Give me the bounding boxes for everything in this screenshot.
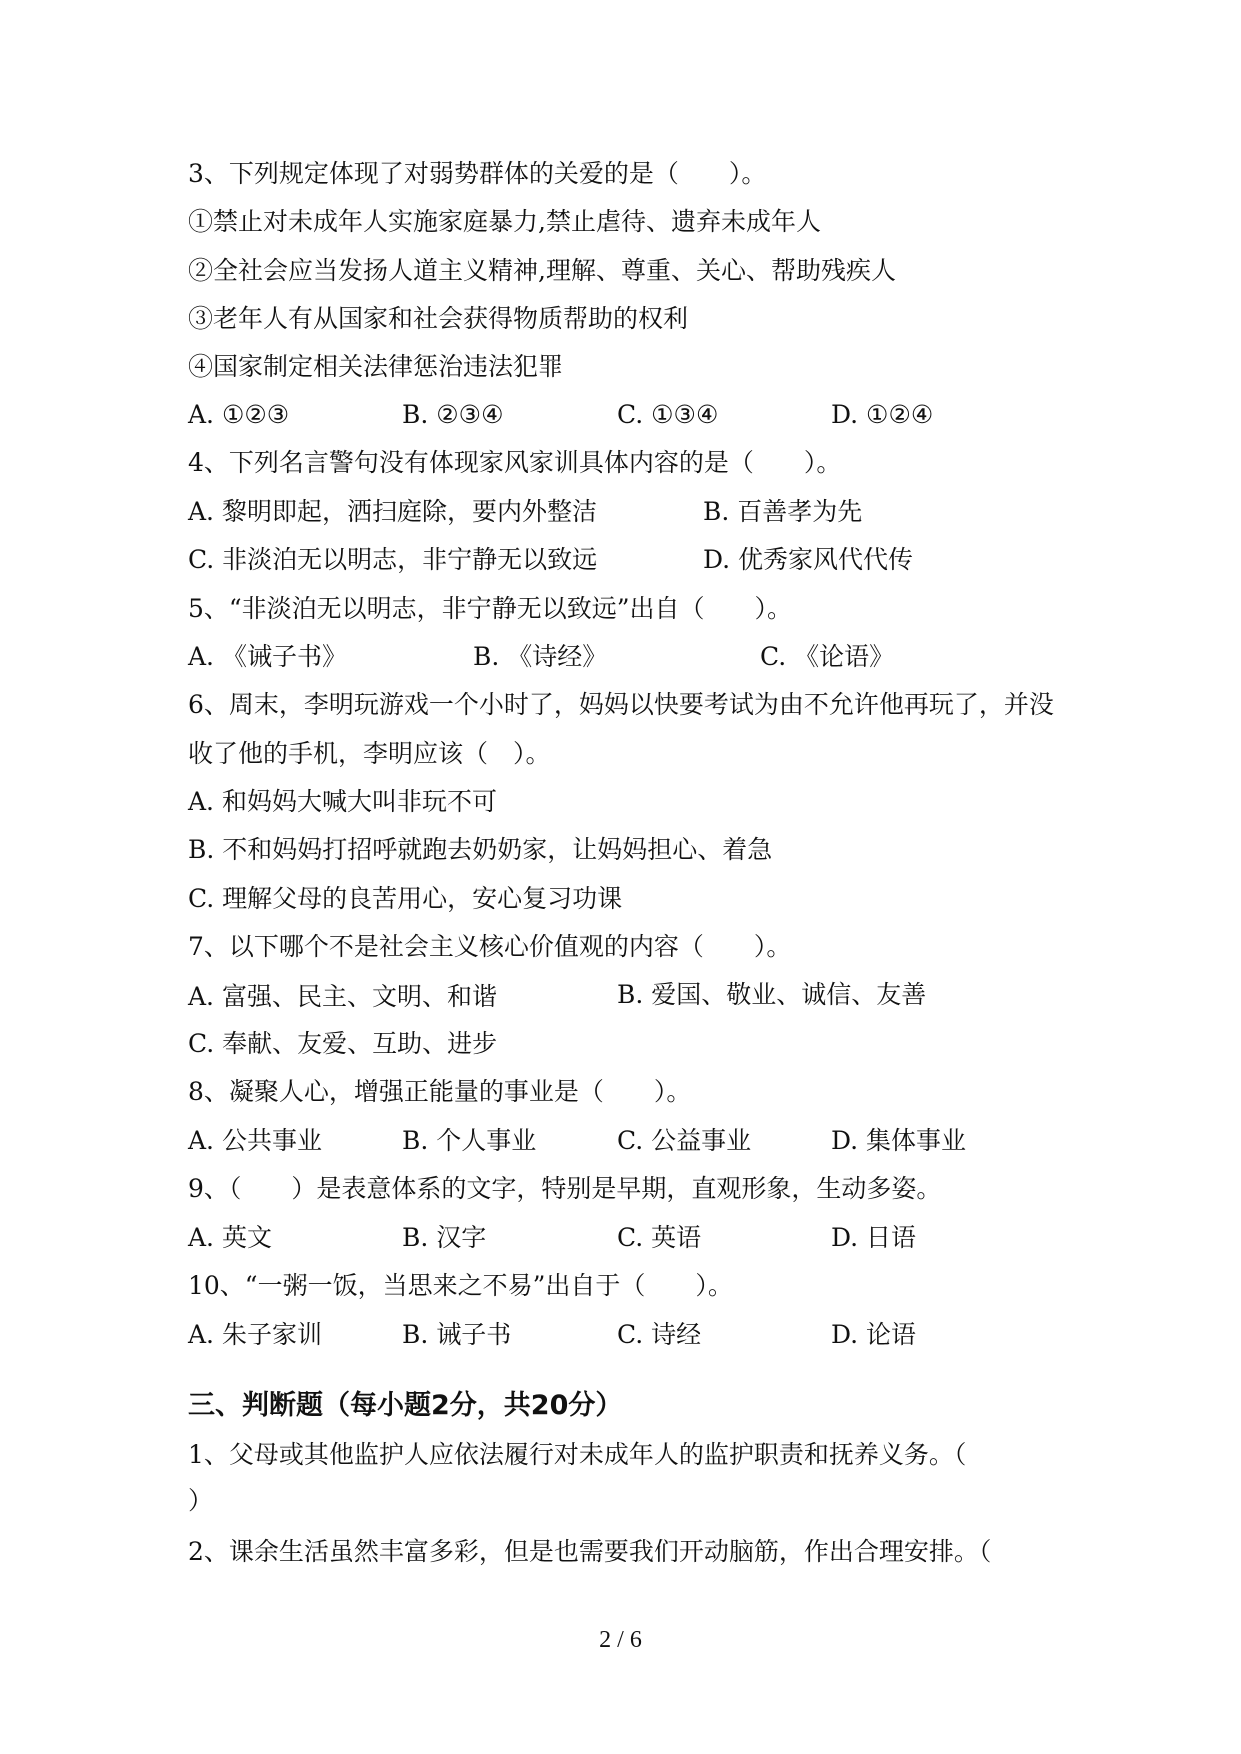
q6-stem-line-1: 6、周末，李明玩游戏一个小时了，妈妈以快要考试为由不允许他再玩了，并没 <box>188 690 1054 719</box>
q6-option-b: B. 不和妈妈打招呼就跑去奶奶家，让妈妈担心、着急 <box>188 835 773 864</box>
q3-option-b: B. ②③④ <box>402 400 504 429</box>
q3-item-3: ③老年人有从国家和社会获得物质帮助的权利 <box>188 304 689 333</box>
q8-stem: 8、凝聚人心，增强正能量的事业是（ ）。 <box>188 1077 692 1106</box>
section-heading: 三、判断题（每小题2分，共20分） <box>188 1390 623 1421</box>
q9-option-c: C. 英语 <box>617 1223 702 1252</box>
q7-option-b: B. 爱国、敬业、诚信、友善 <box>617 980 927 1009</box>
q5-option-c: C. 《论语》 <box>760 642 895 671</box>
q3-stem: 3、下列规定体现了对弱势群体的关爱的是（ ）。 <box>188 159 767 188</box>
q6-option-a: A. 和妈妈大喊大叫非玩不可 <box>188 787 497 816</box>
q5-option-a: A. 《诫子书》 <box>188 642 347 671</box>
q10-option-c: C. 诗经 <box>617 1320 702 1349</box>
q5-stem: 5、“非淡泊无以明志，非宁静无以致远”出自（ ）。 <box>188 594 792 623</box>
q10-stem: 10、“一粥一饭，当思来之不易”出自于（ ）。 <box>188 1271 733 1300</box>
q8-option-b: B. 个人事业 <box>402 1126 537 1155</box>
q3-item-2: ②全社会应当发扬人道主义精神,理解、尊重、关心、帮助残疾人 <box>188 256 896 285</box>
q8-option-c: C. 公益事业 <box>617 1126 752 1155</box>
q7-option-a: A. 富强、民主、文明、和谐 <box>188 982 497 1011</box>
q4-option-d: D. 优秀家风代代传 <box>703 545 914 574</box>
q4-option-a: A. 黎明即起，洒扫庭除，要内外整洁 <box>188 497 597 526</box>
q9-stem: 9、（ ）是表意体系的文字，特别是早期，直观形象，生动多姿。 <box>188 1174 942 1203</box>
q4-option-c: C. 非淡泊无以明志，非宁静无以致远 <box>188 545 598 574</box>
judgment-2-line-1: 2、课余生活虽然丰富多彩，但是也需要我们开动脑筋，作出合理安排。（ <box>188 1537 992 1566</box>
q6-option-c: C. 理解父母的良苦用心，安心复习功课 <box>188 884 623 913</box>
q3-option-d: D. ①②④ <box>831 400 934 429</box>
page-number: 2 / 6 <box>599 1627 642 1653</box>
q9-option-b: B. 汉字 <box>402 1223 487 1252</box>
q8-option-d: D. 集体事业 <box>831 1126 967 1155</box>
q10-option-d: D. 论语 <box>831 1320 917 1349</box>
q3-option-a: A. ①②③ <box>188 400 290 429</box>
judgment-1-line-2: ） <box>188 1486 214 1515</box>
q3-item-4: ④国家制定相关法律惩治违法犯罪 <box>188 352 564 381</box>
q4-stem: 4、下列名言警句没有体现家风家训具体内容的是（ ）。 <box>188 448 842 477</box>
q5-option-b: B. 《诗经》 <box>473 642 608 671</box>
q3-item-1: ①禁止对未成年人实施家庭暴力,禁止虐待、遗弃未成年人 <box>188 207 821 236</box>
judgment-1-line-1: 1、父母或其他监护人应依法履行对未成年人的监护职责和抚养义务。（ <box>188 1440 967 1469</box>
q6-stem-line-2: 收了他的手机，李明应该（ ）。 <box>188 739 551 768</box>
q10-option-b: B. 诫子书 <box>402 1320 512 1349</box>
q3-option-c: C. ①③④ <box>617 400 719 429</box>
q8-option-a: A. 公共事业 <box>188 1126 322 1155</box>
q9-option-a: A. 英文 <box>188 1223 272 1252</box>
q9-option-d: D. 日语 <box>831 1223 917 1252</box>
q10-option-a: A. 朱子家训 <box>188 1320 322 1349</box>
q4-option-b: B. 百善孝为先 <box>703 497 863 526</box>
q7-option-c: C. 奉献、友爱、互助、进步 <box>188 1029 498 1058</box>
q7-stem: 7、以下哪个不是社会主义核心价值观的内容（ ）。 <box>188 932 792 961</box>
